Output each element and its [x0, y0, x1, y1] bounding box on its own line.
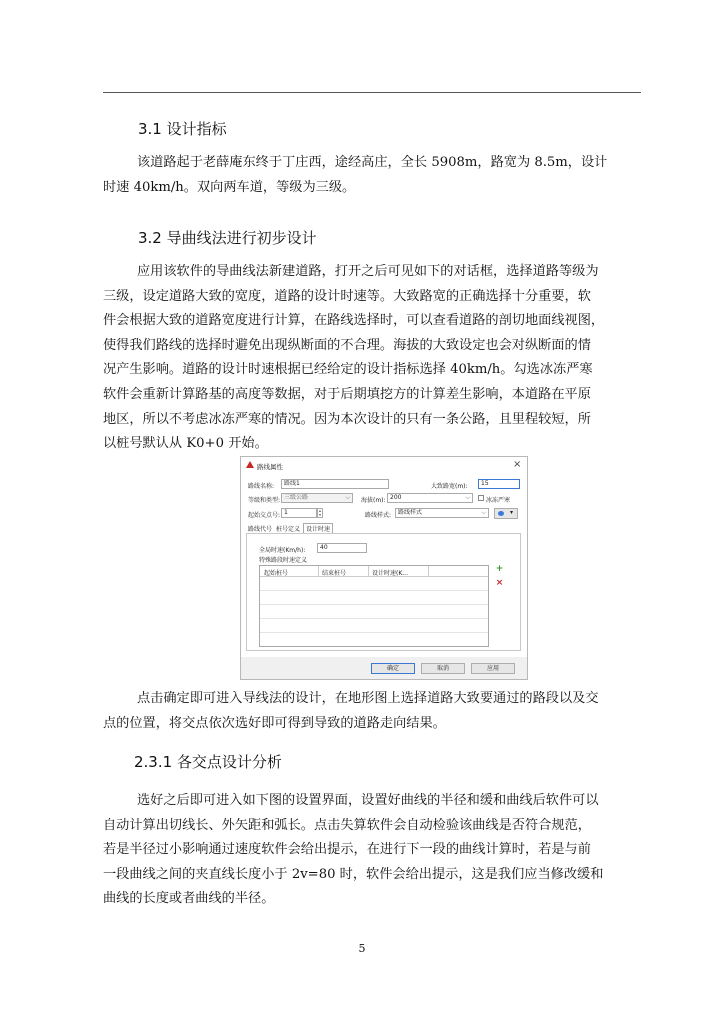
start-point-input[interactable]: 1 — [281, 508, 317, 518]
grade-select[interactable] — [281, 493, 353, 503]
apply-button[interactable]: 应用 — [471, 663, 515, 674]
dialog-title: 路线属性 — [257, 463, 283, 471]
table-header-end: 结束桩号 — [322, 570, 347, 577]
paragraph-line: 时速 40km/h。双向两车道，等级为三级。 — [103, 179, 356, 195]
global-speed-label: 全局时速(Km/h): — [259, 547, 306, 554]
global-speed-input[interactable]: 40 — [317, 543, 367, 553]
section-3-2-heading: 3.2 导曲线法进行初步设计 — [138, 229, 317, 247]
section-3-1-heading: 3.1 设计指标 — [138, 120, 227, 138]
tab-design-speed[interactable]: 设计时速 — [303, 523, 333, 533]
paragraph-line: 选好之后即可进入如下图的设置界面，设置好曲线的半径和缓和曲线后软件可以 — [137, 793, 599, 808]
paragraph-line: 曲线的长度或者曲线的半径。 — [103, 891, 275, 907]
grade-value: 三级公路 — [284, 494, 309, 501]
special-speed-table — [259, 565, 489, 647]
style-label: 路线样式: — [365, 512, 392, 519]
grade-label: 等级和类型: — [248, 497, 281, 504]
paragraph-line: 若是半径过小影响通过速度软件会给出提示，在进行下一段的曲线计算时，若是与前 — [103, 842, 591, 858]
paragraph-line: 应用该软件的导曲线法新建道路，打开之后可见如下的对话框，选择道路等级为 — [137, 264, 599, 279]
paragraph-line: 地区，所以不考虑冰冻严寒的情况。因为本次设计的只有一条公路，且里程较短，所 — [103, 411, 591, 427]
table-header-speed: 设计时速(K... — [372, 570, 408, 577]
dialog-titlebar — [241, 457, 527, 473]
chevron-down-icon: ⌵ — [481, 509, 486, 516]
style-select[interactable] — [395, 508, 489, 518]
section-3-2-paragraph — [103, 260, 641, 457]
tab-station-definition[interactable]: 桩号定义 — [276, 526, 301, 533]
section-3-1-paragraph — [103, 151, 641, 200]
paragraph-line: 点击确定即可进入导线法的设计，在地形图上选择道路大致要通过的路段以及交 — [137, 691, 599, 706]
style-value: 路线样式 — [398, 509, 423, 516]
start-point-label: 起始交点号: — [248, 512, 281, 519]
table-header-start: 起始桩号 — [264, 570, 289, 577]
paragraph-line: 使得我们路线的选择时避免出现纵断面的不合理。海拔的大致设定也会对纵断面的情 — [103, 337, 591, 353]
route-name-input[interactable]: 路线1 — [281, 479, 389, 489]
altitude-value: 200 — [390, 494, 402, 501]
altitude-select[interactable] — [387, 493, 473, 503]
header-rule — [103, 92, 641, 93]
close-icon[interactable]: × — [513, 459, 522, 470]
paragraph-line: 软件会重新计算路基的高度等数据，对于后期填挖方的计算差生影响，本道路在平原 — [103, 386, 591, 402]
ok-button[interactable]: 确定 — [371, 663, 415, 674]
width-input[interactable]: 15 — [478, 479, 520, 489]
special-speed-label: 特殊路段时速定义 — [259, 557, 308, 564]
chevron-down-icon: ⌵ — [465, 494, 470, 501]
section-2-3-1-heading: 2.3.1 各交点设计分析 — [134, 753, 282, 771]
paragraph-line: 该道路起于老薛庵东终于丁庄西，途经高庄，全长 5908m，路宽为 8.5m，设计 — [137, 155, 608, 170]
delete-row-icon[interactable]: × — [495, 578, 504, 588]
palette-icon — [498, 511, 504, 516]
frost-checkbox[interactable] — [478, 495, 484, 501]
page-number: 5 — [358, 942, 366, 955]
paragraph-line: 况产生影响。道路的设计时速根据已经给定的设计指标选择 40km/h。勾选冰冻严寒 — [103, 362, 593, 378]
altitude-label: 海拔(m): — [361, 497, 386, 504]
paragraph-line: 一段曲线之间的夹直线长度小于 2v=80 时，软件会给出提示，这是我们应当修改缓和 — [103, 866, 604, 882]
paragraph-line: 件会根据大致的道路宽度进行计算，在路线选择时，可以查看道路的剖切地面线视图， — [103, 313, 605, 329]
tab-route-code[interactable]: 路线代号 — [248, 526, 273, 533]
cancel-button[interactable]: 取消 — [421, 663, 465, 674]
chevron-down-icon: ▾ — [510, 509, 514, 516]
section-2-3-1-paragraph — [103, 789, 641, 912]
warning-triangle-icon — [246, 461, 254, 468]
color-picker-button[interactable] — [494, 508, 518, 519]
table-header — [260, 566, 488, 577]
frost-label: 冰冻严寒 — [486, 497, 511, 504]
route-properties-dialog — [240, 456, 528, 680]
after-dialog-paragraph — [103, 687, 641, 736]
width-label: 大致路宽(m): — [431, 483, 468, 490]
start-point-stepper[interactable]: ▴ ▾ — [318, 508, 321, 517]
route-name-label: 路线名称: — [248, 483, 275, 490]
paragraph-line: 三级，设定道路大致的宽度，道路的设计时速等。大致路宽的正确选择十分重要，软 — [103, 288, 591, 304]
paragraph-line: 以桩号默认从 K0+0 开始。 — [103, 436, 268, 452]
add-row-icon[interactable]: + — [495, 564, 504, 574]
chevron-down-icon: ⌵ — [345, 494, 350, 501]
paragraph-line: 自动计算出切线长、外矢距和弧长。点击失算软件会自动检验该曲线是否符合规范， — [103, 817, 591, 833]
paragraph-line: 点的位置，将交点依次选好即可得到导致的道路走向结果。 — [103, 715, 446, 731]
